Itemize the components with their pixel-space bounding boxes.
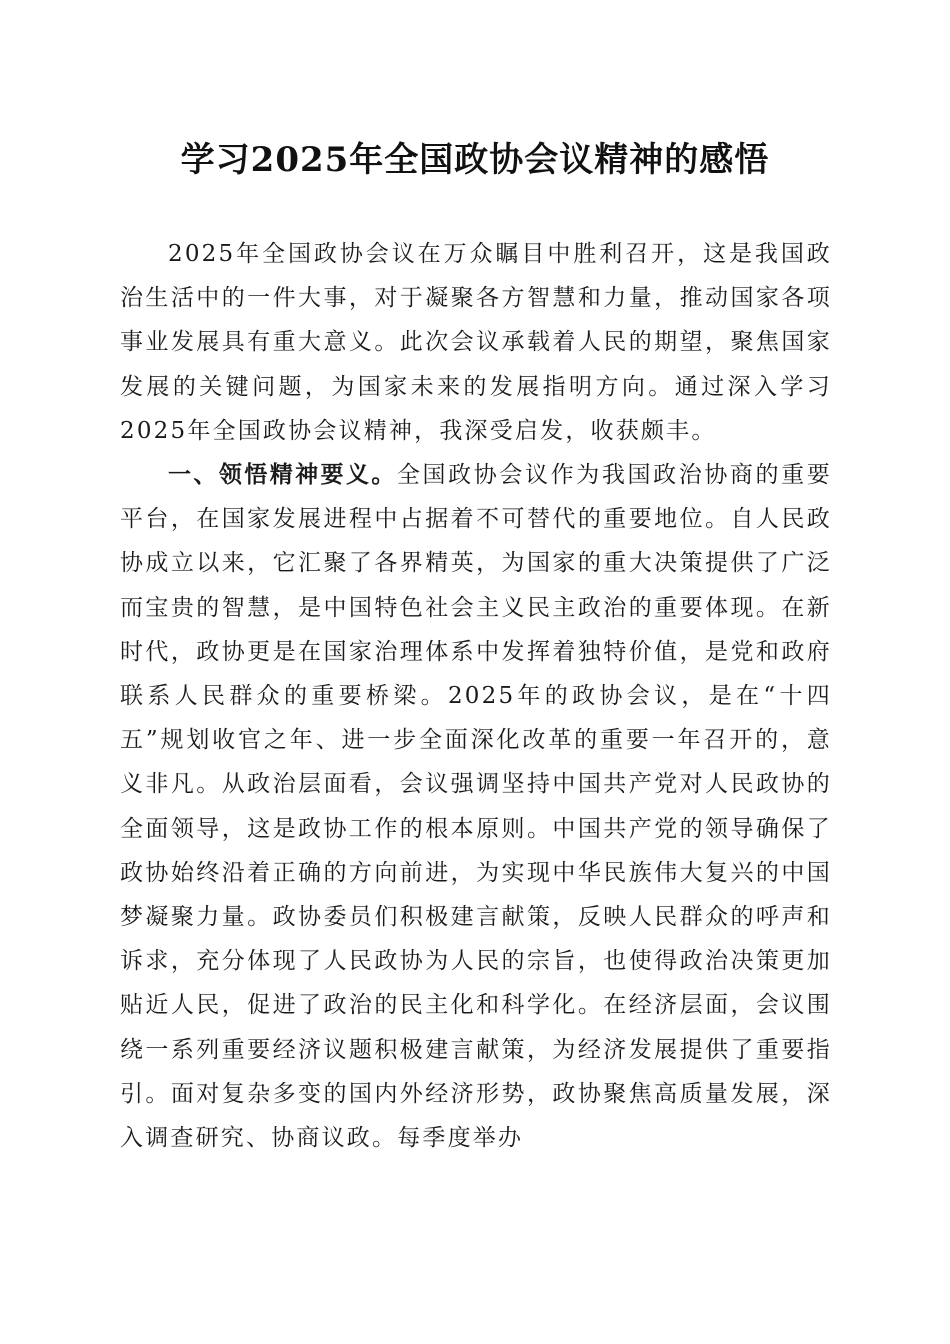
section-one-paragraph <box>120 453 832 1160</box>
document-body <box>120 232 832 1160</box>
document-title: 学习2025年全国政协会议精神的感悟 <box>180 140 770 180</box>
section-one-body: 全国政协会议作为我国政治协商的重要平台，在国家发展进程中占据着不可替代的重要地位。自人民政协成立以来，它汇聚了各界精英，为国家的重大决策提供了广泛而宝贵的智慧，是中国特色社会主义民主政治的重要体现。在新时代，政协更是在国家治理体系中发挥着独特价值，是党和政府联系人民群众的重要桥梁。2025年的政协会议，是在“十四五”规划收官之年、进一步全面深化改革的重要一年召开的，意义非凡。从政治层面看，会议强调坚持中国共产党对人民政协的全面领导，这是政协工作的根本原则。中国共产党的领导确保了政协始终沿着正确的方向前进，为实现中华民族伟大复兴的中国梦凝聚力量。政协委员们积极建言献策，反映人民群众的呼声和诉求，充分体现了人民政协为人民的宗旨，也使得政治决策更加贴近人民，促进了政治的民主化和科学化。在经济层面，会议围绕一系列重要经济议题积极建言献策，为经济发展提供了重要指引。面对复杂多变的国内外经济形势，政协聚焦高质量发展，深入调查研究、协商议政。每季度举办 <box>120 462 833 1152</box>
intro-paragraph: 2025年全国政协会议在万众瞩目中胜利召开，这是我国政治生活中的一件大事，对于凝聚各方智慧和力量，推动国家各项事业发展具有重大意义。此次会议承载着人民的期望，聚焦国家发展的关键问题，为国家未来的发展指明方向。通过深入学习2025年全国政协会议精神，我深受启发，收获颇丰。 <box>120 241 832 444</box>
section-one-heading: 一、领悟精神要义。 <box>168 462 397 489</box>
